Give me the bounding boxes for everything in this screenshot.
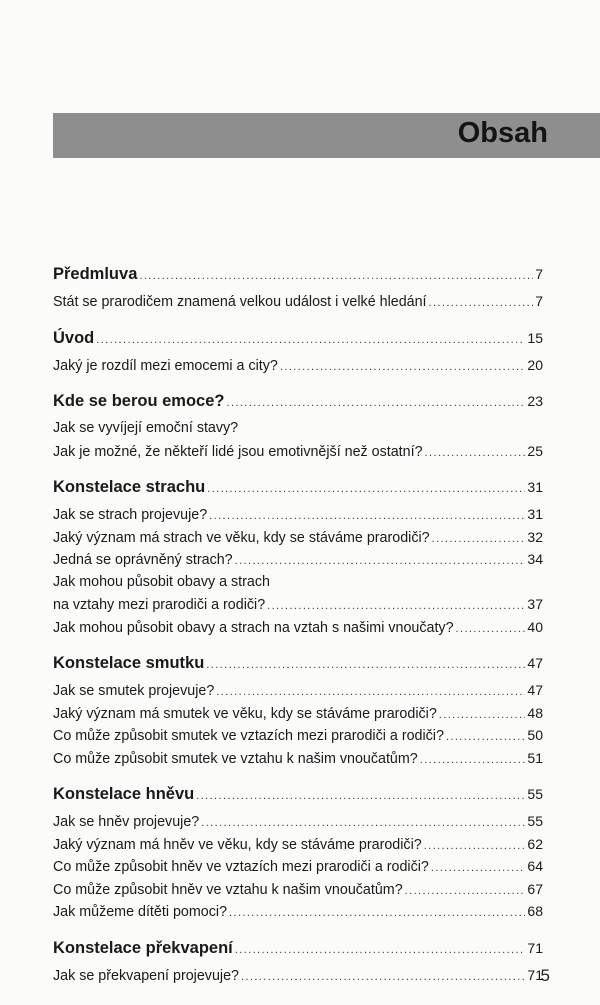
dot-leader <box>446 726 525 749</box>
toc-entry-page: 55 <box>527 813 543 829</box>
toc-entry-label: Jak se hněv projevuje? <box>53 814 200 830</box>
toc-entry <box>53 679 543 702</box>
toc-section <box>53 259 543 313</box>
dot-leader <box>241 966 525 989</box>
toc-entry-label: Jaký význam má hněv ve věku, kdy se stáváme prarodiči? <box>53 836 422 853</box>
toc-section-heading <box>53 259 543 290</box>
dot-leader <box>456 618 526 641</box>
toc-entry-page: 47 <box>527 682 543 698</box>
toc-entry-label: Co může způsobit smutek ve vztazích mezi prarodiči a rodiči? <box>53 728 444 744</box>
toc-section-heading-label: Předmluva <box>53 265 138 283</box>
toc-entry-page: 62 <box>527 835 543 852</box>
dot-leader <box>201 812 525 835</box>
toc-section-heading <box>53 386 543 417</box>
toc-section <box>53 648 543 769</box>
toc-section-heading-label: Konstelace překvapení <box>53 938 233 957</box>
toc-entry-label: Stát se prarodičem znamená velkou událost i velké hledání <box>53 294 427 310</box>
dot-leader <box>432 528 526 551</box>
header-bar <box>53 113 600 158</box>
toc-section-heading-label: Konstelace hněvu <box>53 785 195 803</box>
toc-entry <box>53 724 543 747</box>
toc-section-heading <box>53 323 543 354</box>
toc-entry-page: 34 <box>527 551 543 567</box>
toc-section-heading-page: 15 <box>527 329 543 346</box>
toc-entry-label: Jedná se oprávněný strach? <box>53 552 233 568</box>
dot-leader <box>196 781 525 812</box>
toc-entry <box>53 747 543 770</box>
toc-entry-label: Jaký význam má strach ve věku, kdy se stáváme prarodiči? <box>53 529 430 546</box>
toc-entry-label: Co může způsobit hněv ve vztahu k našim vnoučatům? <box>53 881 403 898</box>
toc-section-heading-page: 23 <box>527 393 543 409</box>
toc-section-heading-page: 55 <box>527 786 543 802</box>
toc-entry-label: Co může způsobit smutek ve vztahu k našim vnoučatům? <box>53 750 418 767</box>
toc-entry-page: 48 <box>527 704 543 721</box>
toc-entry-page: 7 <box>535 293 543 309</box>
dot-leader <box>139 261 533 292</box>
toc-entry-label: Jak se překvapení projevuje? <box>53 967 239 984</box>
toc-entry-page: 40 <box>527 618 543 635</box>
dot-leader <box>425 442 526 465</box>
toc-entry-continued-label: na vztahy mezi prarodiči a rodiči? <box>53 597 266 613</box>
table-of-contents <box>53 256 543 986</box>
toc-entry-page: 64 <box>527 858 543 874</box>
toc-entry-label: Jak je možné, že někteří lidé jsou emotivnější než ostatní? <box>53 443 423 460</box>
toc-entry-continued-page: 37 <box>527 596 543 612</box>
dot-leader <box>235 550 526 573</box>
toc-section-heading-page: 7 <box>535 266 543 282</box>
toc-section-heading-page: 71 <box>527 939 543 956</box>
toc-section-heading-label: Úvod <box>53 328 95 347</box>
toc-section-heading-page: 31 <box>527 479 543 495</box>
toc-entry-page: 50 <box>527 727 543 743</box>
toc-entry-label: Jak se strach projevuje? <box>53 507 208 523</box>
toc-section-heading-label: Kde se berou emoce? <box>53 392 225 410</box>
toc-entry <box>53 354 543 377</box>
toc-entry-page: 51 <box>527 749 543 766</box>
toc-entry-label: Jaký je rozdíl mezi emocemi a city? <box>53 357 278 374</box>
toc-entry-page: 68 <box>527 903 543 919</box>
toc-section <box>53 323 543 377</box>
dot-leader <box>206 650 525 681</box>
toc-entry-label: Jak můžeme dítěti pomoci? <box>53 904 228 920</box>
dot-leader <box>420 749 526 772</box>
toc-entry-page: 25 <box>527 442 543 459</box>
toc-entry-label: Jak se smutek projevuje? <box>53 683 215 699</box>
toc-entry-label: Jak mohou působit obavy a strach na vztah s našimi vnoučaty? <box>53 619 454 636</box>
toc-entry <box>53 290 543 313</box>
dot-leader <box>235 935 526 966</box>
toc-entry-label: Co může způsobit hněv ve vztazích mezi prarodiči a rodiči? <box>53 859 429 875</box>
dot-leader <box>226 388 525 419</box>
dot-leader <box>209 505 525 528</box>
toc-entry-label: Jaký význam má smutek ve věku, kdy se stáváme prarodiči? <box>53 705 437 722</box>
toc-entry <box>53 571 543 594</box>
toc-section-heading-label: Konstelace smutku <box>53 654 205 672</box>
dot-leader <box>431 857 526 880</box>
toc-entry <box>53 833 543 856</box>
dot-leader <box>280 356 526 379</box>
toc-entry-label: Jak se vyvíjejí emoční stavy? <box>53 420 239 436</box>
toc-entry <box>53 440 543 463</box>
toc-entry-page: 71 <box>527 966 543 983</box>
toc-entry <box>53 964 543 987</box>
page-number: 5 <box>540 966 550 985</box>
toc-entry <box>53 702 543 725</box>
toc-section-heading-label: Konstelace strachu <box>53 478 206 496</box>
toc-section-heading-page: 47 <box>527 655 543 671</box>
toc-section-heading <box>53 648 543 679</box>
toc-entry <box>53 855 543 878</box>
toc-section-heading <box>53 472 543 503</box>
toc-entry <box>53 526 543 549</box>
toc-section-heading <box>53 933 543 964</box>
dot-leader <box>429 292 534 315</box>
toc-section-heading <box>53 779 543 810</box>
dot-leader <box>267 595 525 618</box>
toc-entry <box>53 810 543 833</box>
page-title: Obsah <box>457 117 548 149</box>
toc-section <box>53 933 543 987</box>
dot-leader <box>96 325 525 356</box>
dot-leader <box>207 474 525 505</box>
toc-entry <box>53 503 543 526</box>
toc-section <box>53 779 543 923</box>
dot-leader <box>424 835 526 858</box>
toc-entry-continued <box>53 593 543 616</box>
toc-entry-page: 31 <box>527 506 543 522</box>
toc-entry <box>53 548 543 571</box>
dot-leader <box>439 704 526 727</box>
toc-section <box>53 386 543 462</box>
toc-entry <box>53 900 543 923</box>
toc-entry-page: 20 <box>527 356 543 373</box>
dot-leader <box>405 880 526 903</box>
dot-leader <box>216 681 525 704</box>
toc-entry <box>53 878 543 901</box>
toc-entry <box>53 417 543 440</box>
toc-entry-label: Jak mohou působit obavy a strach <box>53 573 270 590</box>
toc-section <box>53 472 543 638</box>
toc-entry-page: 32 <box>527 528 543 545</box>
toc-entry <box>53 616 543 639</box>
toc-entry-page: 67 <box>527 880 543 897</box>
dot-leader <box>229 902 525 925</box>
